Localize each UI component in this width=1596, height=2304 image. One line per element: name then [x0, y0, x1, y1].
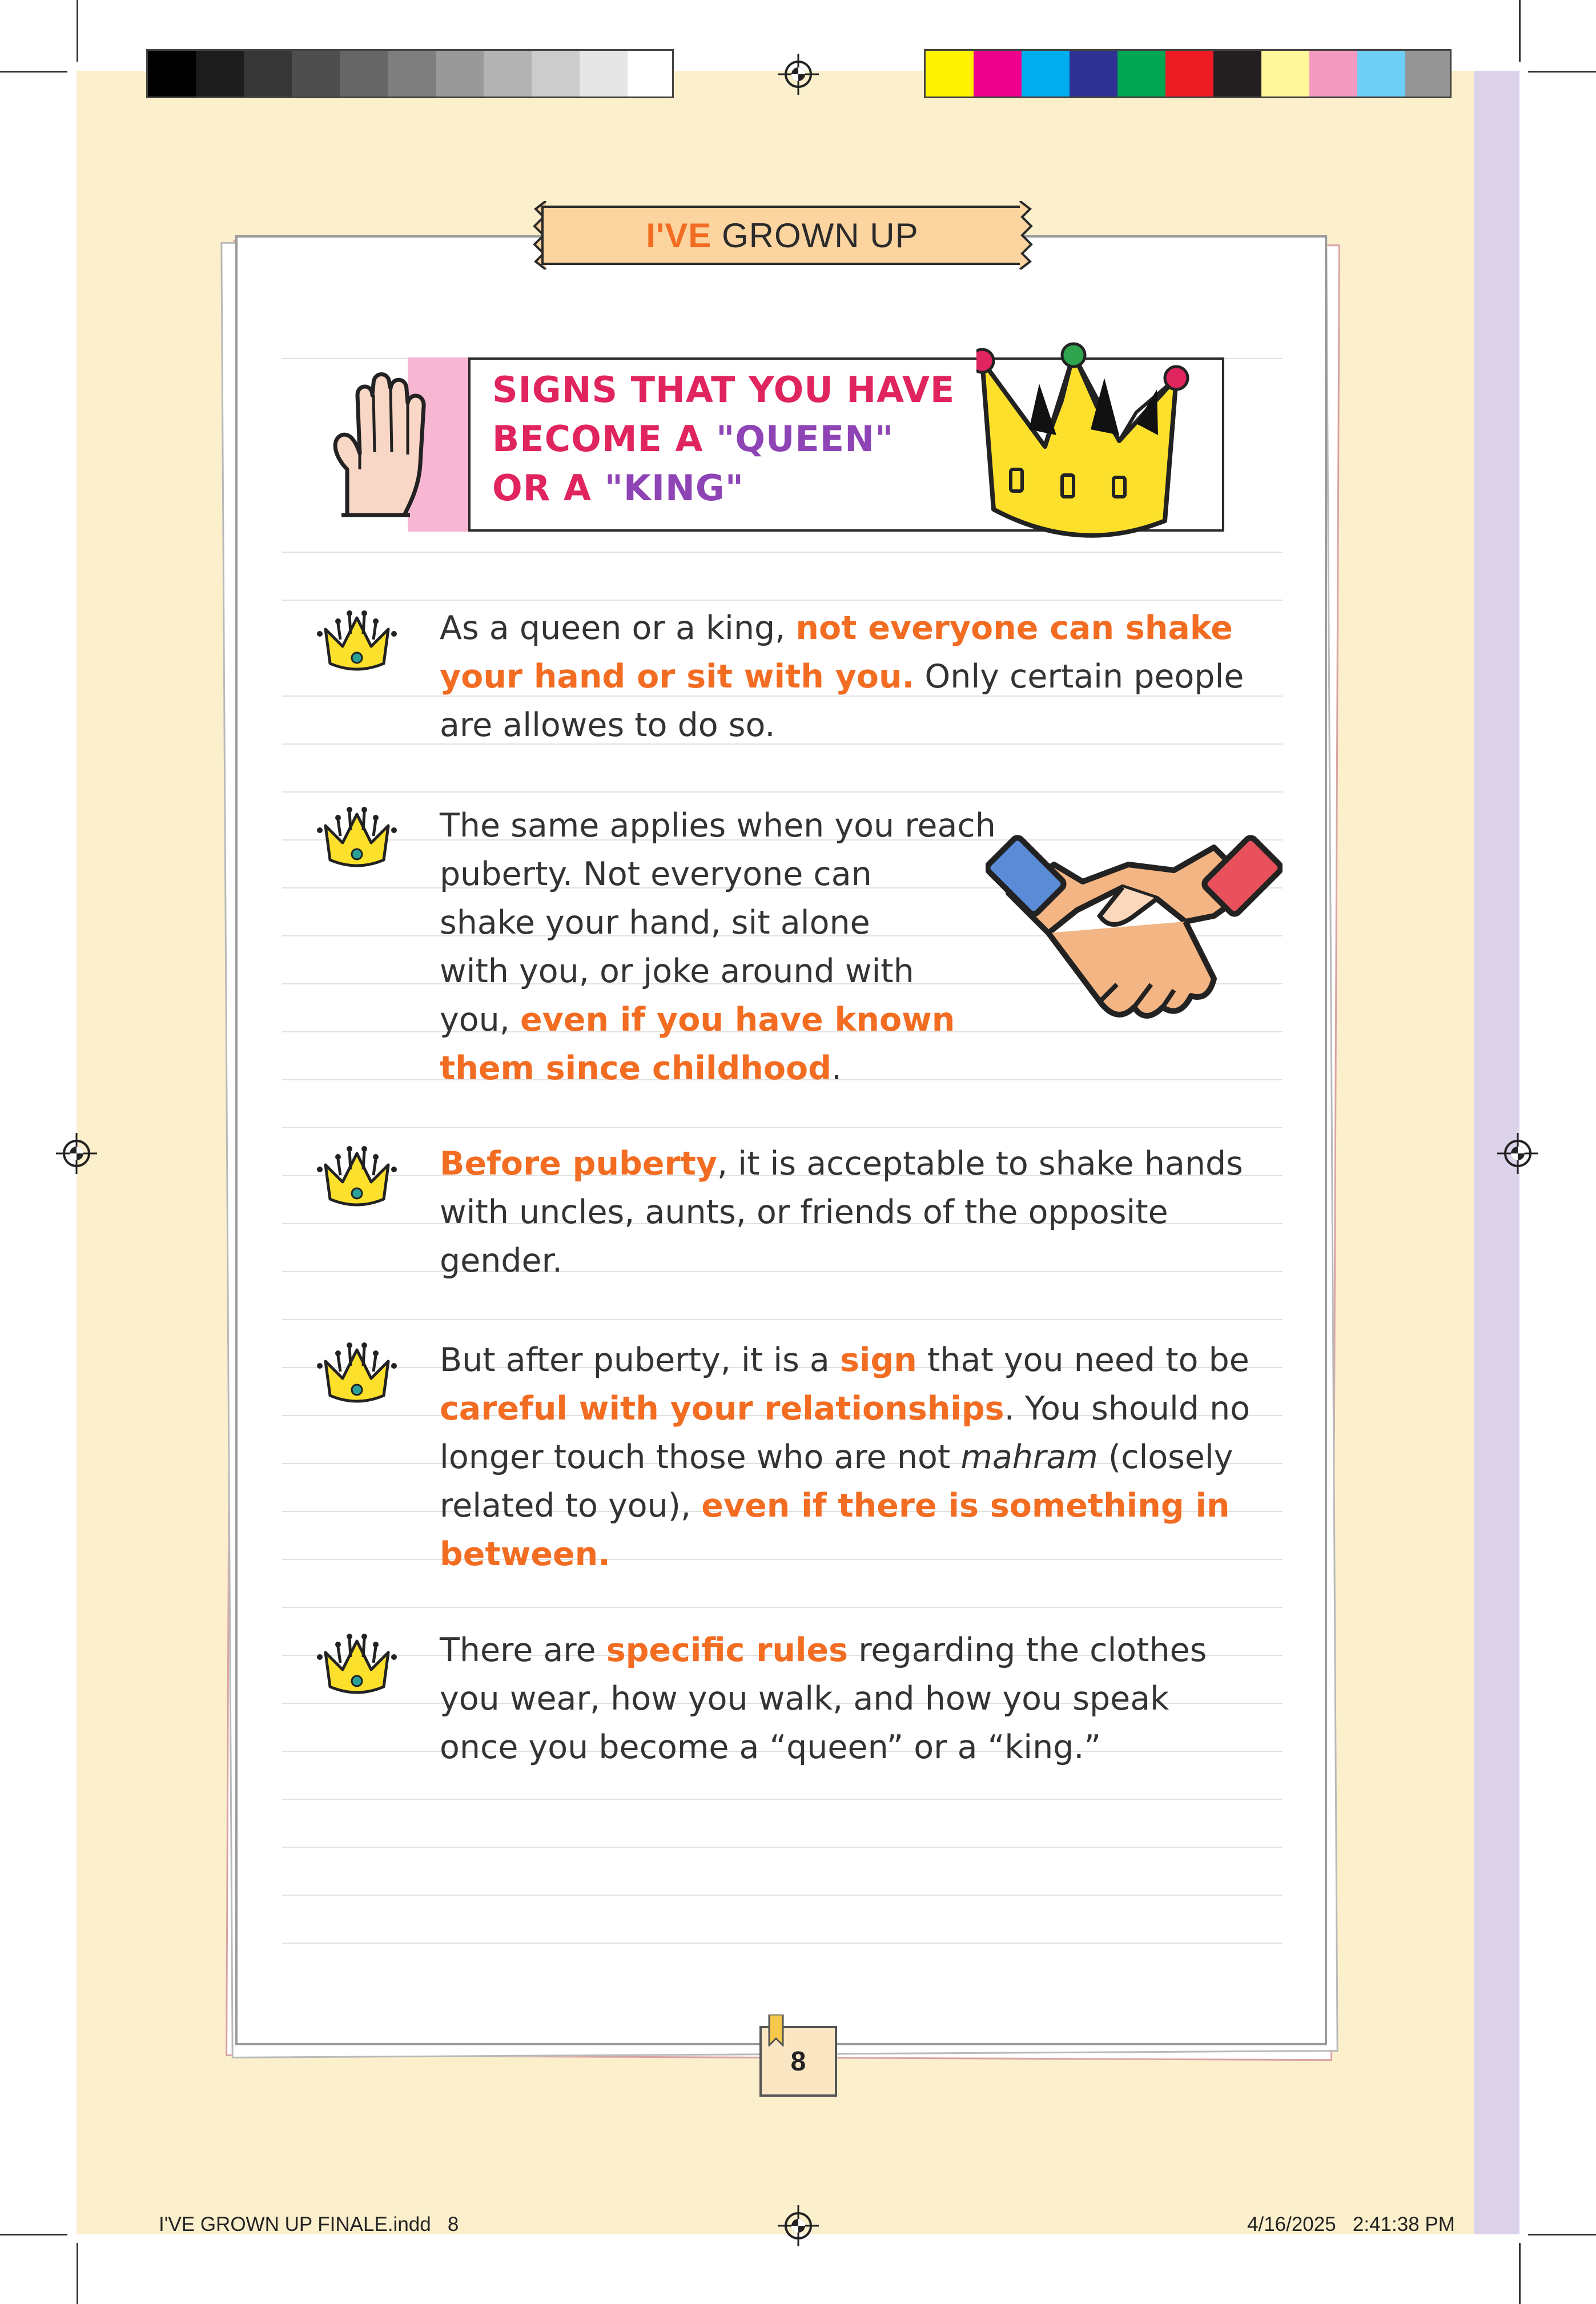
- crown-icon: [314, 1624, 400, 1710]
- ruled-line: [282, 1607, 1283, 1608]
- italic-term: mahram: [960, 1438, 1098, 1476]
- ruled-line: [282, 1943, 1283, 1944]
- hand-four-fingers-icon: [324, 361, 444, 532]
- paragraph-2: The same applies when you reach puberty. Not everyone can shake your hand, sit alone with you, or joke around with you, even if you have known them since childhood.: [440, 807, 996, 1087]
- crop-mark: [0, 71, 67, 73]
- slug-timestamp: 4/16/2025 2:41:38 PM: [1247, 2213, 1455, 2235]
- ruled-line: [282, 791, 1283, 793]
- section-title-line2: BECOME A: [492, 418, 717, 460]
- book-title-tape: [541, 206, 1023, 265]
- registration-mark-icon: [778, 2205, 819, 2246]
- crop-mark: [1519, 0, 1521, 62]
- ruled-line: [282, 1319, 1283, 1320]
- registration-mark-icon: [1497, 1133, 1538, 1174]
- process-color-bar: [924, 49, 1452, 98]
- paragraph-1: As a queen or a king, not everyone can shake your hand or sit with you. Only certain people are allowes to do so.: [440, 609, 1244, 744]
- tape-edge-right: [1018, 201, 1035, 270]
- paragraph-5: There are specific rules regarding the clothes you wear, how you walk, and how you speak once you become a “queen” or a “king.”: [440, 1631, 1207, 1766]
- highlight-text: sign: [839, 1341, 917, 1379]
- book-title-part1: I'VE: [646, 216, 712, 255]
- highlight-text: not everyone can shake your hand or sit with you.: [440, 609, 1233, 695]
- paragraph-4: But after puberty, it is a sign that you need to be careful with your relationships. You should no longer touch those who are not mahram (closely related to you), even if there is something in between.: [440, 1341, 1251, 1573]
- highlight-text: specific rules: [606, 1631, 849, 1669]
- book-title: [646, 216, 918, 255]
- crown-icon: [976, 338, 1233, 555]
- ruled-line: [282, 1127, 1283, 1128]
- page-number: 8: [759, 2026, 837, 2097]
- highlight-text: even if there is something in between.: [440, 1487, 1230, 1573]
- grayscale-color-bar: [146, 49, 674, 98]
- ruled-line: [282, 600, 1283, 601]
- highlight-text: Before puberty: [440, 1145, 718, 1183]
- crop-mark: [1528, 71, 1596, 73]
- section-title-line1: SIGNS THAT YOU HAVE: [492, 369, 955, 411]
- crown-icon: [314, 1333, 400, 1418]
- handshake-icon: [986, 819, 1283, 1059]
- crop-mark: [1528, 2234, 1596, 2235]
- queen-word: "QUEEN": [716, 418, 894, 460]
- ruled-line: [282, 1799, 1283, 1800]
- crop-mark: [0, 2234, 67, 2235]
- highlight-text: careful with your relationships: [440, 1390, 1004, 1428]
- highlight-text: even if you have known: [520, 1001, 955, 1039]
- crown-icon: [314, 1136, 400, 1222]
- section-title: [492, 365, 983, 513]
- crop-mark: [77, 2243, 78, 2304]
- registration-mark-icon: [56, 1133, 97, 1174]
- paragraph-3: Before puberty, it is acceptable to shake hands with uncles, aunts, or friends of the opposite gender.: [440, 1145, 1243, 1280]
- crown-icon: [314, 601, 400, 686]
- book-title-part2: GROWN UP: [722, 216, 919, 255]
- crop-mark: [77, 0, 78, 62]
- slug-filename: I'VE GROWN UP FINALE.indd 8: [159, 2213, 459, 2235]
- king-word: "KING": [604, 467, 745, 509]
- highlight-text: them since childhood: [440, 1050, 832, 1087]
- crop-mark: [1519, 2243, 1521, 2304]
- section-title-line3: OR A: [492, 467, 605, 509]
- crown-icon: [314, 797, 400, 883]
- ruled-line: [282, 1895, 1283, 1896]
- bookmark-icon: [768, 2015, 784, 2046]
- registration-mark-icon: [778, 54, 819, 95]
- ruled-line: [282, 1847, 1283, 1848]
